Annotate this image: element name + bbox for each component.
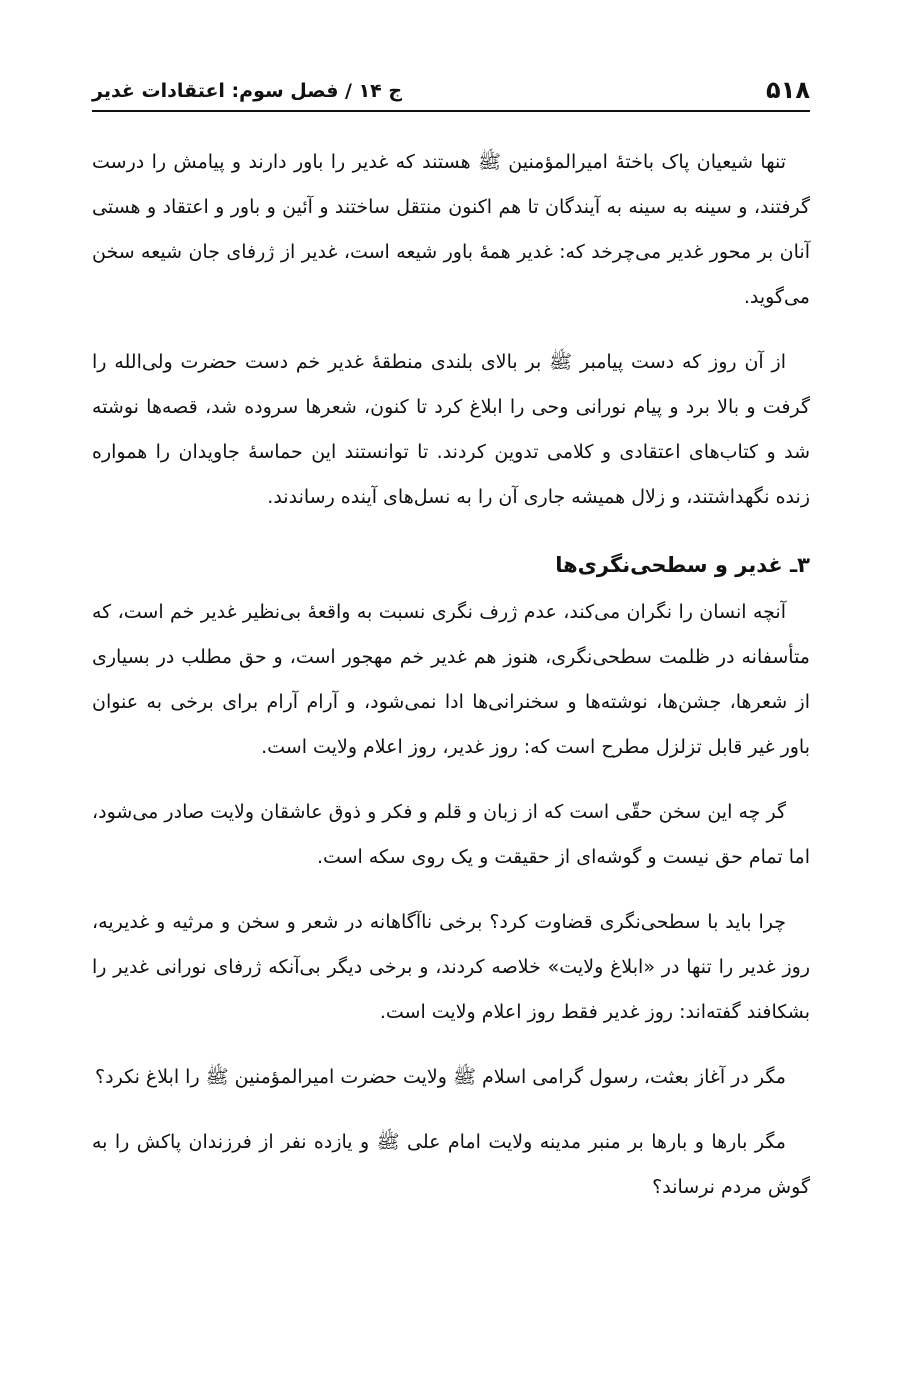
- book-page: [92, 60, 810, 1230]
- paragraph: آنچه انسان را نگران می‌کند، عدم ژرف نگری نسبت به واقعهٔ بی‌نظیر غدیر خم است، که متأسفانه در ظلمت سطحی‌نگری، هنوز هم غدیر خم مهجور است، و حق مطلب در بسیاری از شعرها، جشن‌ها، نوشته‌ها و سخنرانی‌ها ادا نمی‌شود، و آرام آرام برای برخی به عنوان باور غیر قابل تزلزل مطرح است که: روز غدیر، روز اعلام ولایت است.: [92, 601, 810, 758]
- paragraph: مگر در آغاز بعثت، رسول گرامی اسلام ﷺ ولایت حضرت امیرالمؤمنین ﷺ را ابلاغ نکرد؟: [95, 1066, 786, 1088]
- running-header: [92, 60, 810, 112]
- header-title: ج ۱۴ / فصل سوم: اعتقادات غدیر: [92, 80, 403, 102]
- page-number: ۵۱۸: [766, 76, 810, 104]
- page-body: [92, 140, 810, 1210]
- paragraph: مگر بارها و بارها بر منبر مدینه ولایت امام علی ﷺ و یازده نفر از فرزندان پاکش را به گوش مردم نرساند؟: [92, 1131, 810, 1198]
- paragraph: از آن روز که دست پیامبر ﷺ بر بالای بلندی منطقهٔ غدیر خم دست حضرت ولی‌الله را گرفت و بالا برد و پیام نورانی وحی را ابلاغ کرد تا کنون، شعرها سروده شد، قصه‌ها نوشته شد و کتاب‌های اعتقادی و کلامی تدوین کردند. تا توانستند این حماسهٔ جاویدان را همواره زنده نگهداشتند، و زلال همیشه جاری آن را به نسل‌های آینده رساندند.: [92, 351, 810, 508]
- paragraph: چرا باید با سطحی‌نگری قضاوت کرد؟ برخی ناآگاهانه در شعر و سخن و مرثیه و غدیریه، روز غدیر را تنها در «ابلاغ ولایت» خلاصه کردند، و برخی دیگر بی‌آنکه ژرفای نورانی غدیر را بشکافند گفته‌اند: روز غدیر فقط روز اعلام ولایت است.: [92, 911, 810, 1023]
- paragraph: تنها شیعیان پاک باختهٔ امیرالمؤمنین ﷺ هستند که غدیر را باور دارند و پیامش را درست گرفتند، و سینه به سینه به آیندگان تا هم اکنون منتقل ساختند و آئین و باور و اعتقاد و هستی آنان بر محور غدیر می‌چرخد که: غدیر همهٔ باور شیعه است، غدیر از ژرفای جان شیعه سخن می‌گوید.: [92, 151, 810, 308]
- section-heading: ۳ـ غدیر و سطحی‌نگری‌ها: [555, 553, 810, 577]
- paragraph: گر چه این سخن حقّی است که از زبان و قلم و فکر و ذوق عاشقان ولایت صادر می‌شود، اما تمام حق نیست و گوشه‌ای از حقیقت و یک روی سکه است.: [92, 801, 810, 868]
